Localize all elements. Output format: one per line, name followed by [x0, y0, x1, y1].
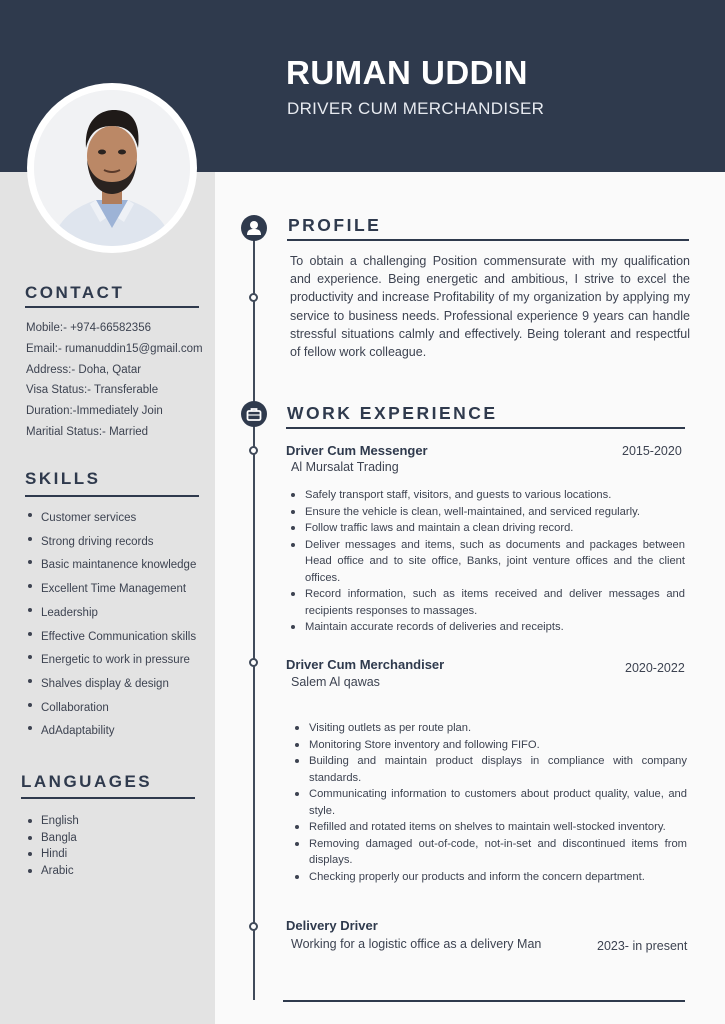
duty-item: Maintain accurate records of deliveries and receipts. [289, 619, 685, 636]
profile-divider [287, 239, 689, 241]
job-duties-list [289, 487, 685, 636]
experience-heading: WORK EXPERIENCE [287, 403, 498, 423]
job-date: 2015-2020 [622, 444, 682, 458]
duty-item: Removing damaged out-of-code, not-in-set and discontinued items from displays. [293, 836, 687, 869]
duty-item: Communicating information to customers about product quality, value, and style. [293, 786, 687, 819]
languages-list [26, 813, 79, 879]
timeline-dot [249, 922, 258, 931]
job-company: Al Mursalat Trading [291, 460, 399, 474]
languages-divider [21, 797, 195, 799]
duty-item: Safely transport staff, visitors, and guests to various locations. [289, 487, 685, 504]
language-item: English [26, 813, 79, 830]
candidate-name: RUMAN UDDIN [286, 54, 528, 91]
profile-photo [27, 83, 197, 253]
profile-heading: PROFILE [288, 215, 382, 235]
timeline-dot [249, 446, 258, 455]
skill-item: Strong driving records [26, 531, 196, 555]
contact-duration: Duration:-Immediately Join [26, 405, 163, 418]
language-item: Arabic [26, 863, 79, 880]
contact-list [26, 318, 203, 443]
skill-item: Leadership [26, 602, 196, 626]
profile-summary: To obtain a challenging Position commensurate with my qualification and experience. Being energetic and ambitious, I strive to excel the productivity and increase Profitability of my organization by applying my service to business needs. Professional experience 9 years can handle stressful situations calmly and effectively. Being tolerant and respectful of fellow work colleague. [290, 254, 690, 360]
duty-item: Checking properly our products and inform the concern department. [293, 869, 687, 886]
duty-item: Deliver messages and items, such as documents and packages between Head office and to site office, Banks, joint venture offices and the client offices. [289, 537, 685, 587]
contact-visa-status: Visa Status:- Transferable [26, 384, 159, 397]
skills-heading: SKILLS [25, 469, 101, 488]
languages-heading: LANGUAGES [21, 772, 153, 791]
candidate-role: DRIVER CUM MERCHANDISER [287, 99, 545, 118]
job-date: 2020-2022 [625, 661, 685, 675]
timeline-line [253, 228, 255, 1000]
duty-item: Ensure the vehicle is clean, well-maintained, and serviced regularly. [289, 504, 685, 521]
timeline-dot [249, 293, 258, 302]
duty-item: Visiting outlets as per route plan. [293, 720, 687, 737]
contact-email: Email:- rumanuddin15@gmail.com [26, 342, 203, 355]
person-icon [241, 215, 267, 241]
skills-divider [25, 495, 199, 497]
skill-item: Energetic to work in pressure [26, 649, 196, 673]
skill-item: Basic maintanence knowledge [26, 554, 196, 578]
skill-item: AdAdaptability [26, 720, 196, 744]
experience-divider [286, 427, 685, 429]
job-title: Driver Cum Messenger [286, 443, 428, 458]
contact-heading: CONTACT [25, 283, 125, 302]
contact-marital-status: Maritial Status:- Married [26, 425, 149, 438]
skill-item: Shalves display & design [26, 673, 196, 697]
contact-address: Address:- Doha, Qatar [26, 363, 142, 376]
skills-list [26, 507, 196, 744]
job-company: Working for a logistic office as a delivery Man [291, 937, 542, 951]
timeline-dot [249, 658, 258, 667]
contact-mobile: Mobile:- +974-66582356 [26, 322, 151, 334]
skill-item: Collaboration [26, 697, 196, 721]
contact-divider [25, 306, 199, 308]
job-date: 2023- in present [597, 939, 688, 953]
portrait-illustration [34, 90, 190, 246]
duty-item: Refilled and rotated items on shelves to maintain well-stocked inventory. [293, 819, 687, 836]
briefcase-icon [241, 401, 267, 427]
skill-item: Customer services [26, 507, 196, 531]
language-item: Bangla [26, 830, 79, 847]
duty-item: Monitoring Store inventory and following FIFO. [293, 737, 687, 754]
duty-item: Follow traffic laws and maintain a clean driving record. [289, 520, 685, 537]
job-company: Salem Al qawas [291, 675, 380, 689]
job-duties-list [293, 720, 687, 885]
job-title: Delivery Driver [286, 918, 378, 933]
duty-item: Building and maintain product displays in compliance with company standards. [293, 753, 687, 786]
duty-item: Record information, such as items received and deliver messages and recipients responses to massages. [289, 586, 685, 619]
footer-divider [283, 1000, 685, 1002]
profile-photo-image [34, 90, 190, 246]
language-item: Hindi [26, 846, 79, 863]
job-title: Driver Cum Merchandiser [286, 657, 445, 672]
skill-item: Effective Communication skills [26, 626, 196, 650]
skill-item: Excellent Time Management [26, 578, 196, 602]
